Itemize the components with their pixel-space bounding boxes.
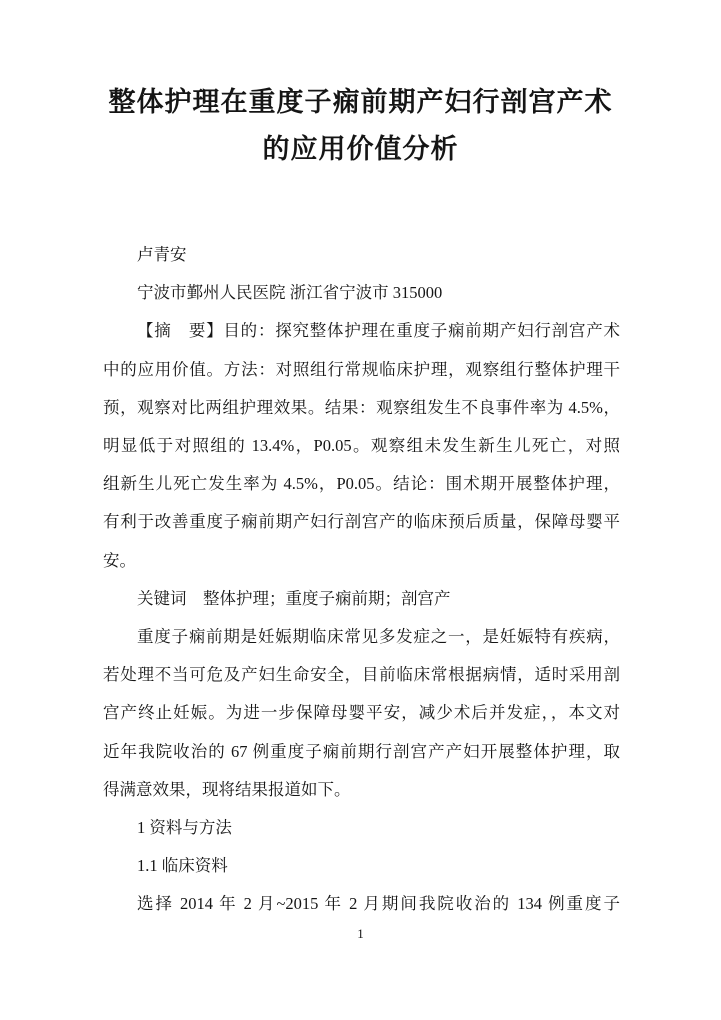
text-line-abstract: 中的应用价值。方法：对照组行常规临床护理，观察组行整体护理干 [103, 359, 620, 379]
text-line-abstract: 预，观察对比两组护理效果。结果：观察组发生不良事件率为 4.5%， [103, 397, 620, 417]
text-line-abstract: 组新生儿死亡发生率为 4.5%，P0.05。结论：围术期开展整体护理， [103, 474, 620, 494]
paper-title-line1: 整体护理在重度子痫前期产妇行剖宫产术 [108, 87, 613, 117]
text-line-body: 选择 2014 年 2 月~2015 年 2 月期间我院收治的 134 例重度子 [137, 894, 620, 914]
text-line-body: 近年我院收治的 67 例重度子痫前期行剖宫产产妇开展整体护理，取 [103, 741, 620, 761]
text-line-abstract: 安。 [103, 550, 136, 570]
text-line-body: 宫产终止妊娠。为进一步保障母婴平安，减少术后并发症，，本文对 [103, 703, 620, 723]
text-line-keywords: 关键词 整体护理；重度子痫前期；剖宫产 [137, 588, 451, 608]
paper-title [0, 79, 721, 173]
paper-title-line2: 的应用价值分析 [262, 134, 459, 164]
text-line-abstract: 有利于改善重度子痫前期产妇行剖宫产的临床预后质量，保障母婴平 [103, 512, 620, 532]
text-line-author: 卢青安 [137, 245, 187, 264]
text-line-body: 重度子痫前期是妊娠期临床常见多发症之一，是妊娠特有疾病， [137, 627, 620, 647]
text-line-body: 若处理不当可危及产妇生命安全，目前临床常根据病情，适时采用剖 [103, 665, 620, 685]
page-number: 1 [357, 926, 364, 941]
text-line-abstract: 明显低于对照组的 13.4%，P0.05。观察组未发生新生儿死亡，对照 [103, 436, 620, 456]
text-line-heading: 1 资料与方法 [137, 818, 232, 838]
text-line-abstract: 【摘 要】目的：探究整体护理在重度子痫前期产妇行剖宫产术 [137, 321, 620, 341]
text-line-affiliation: 宁波市鄞州人民医院 浙江省宁波市 315000 [137, 283, 443, 303]
text-line-body: 得满意效果，现将结果报道如下。 [103, 779, 351, 799]
text-line-heading: 1.1 临床资料 [137, 856, 228, 876]
document-body [103, 236, 620, 924]
